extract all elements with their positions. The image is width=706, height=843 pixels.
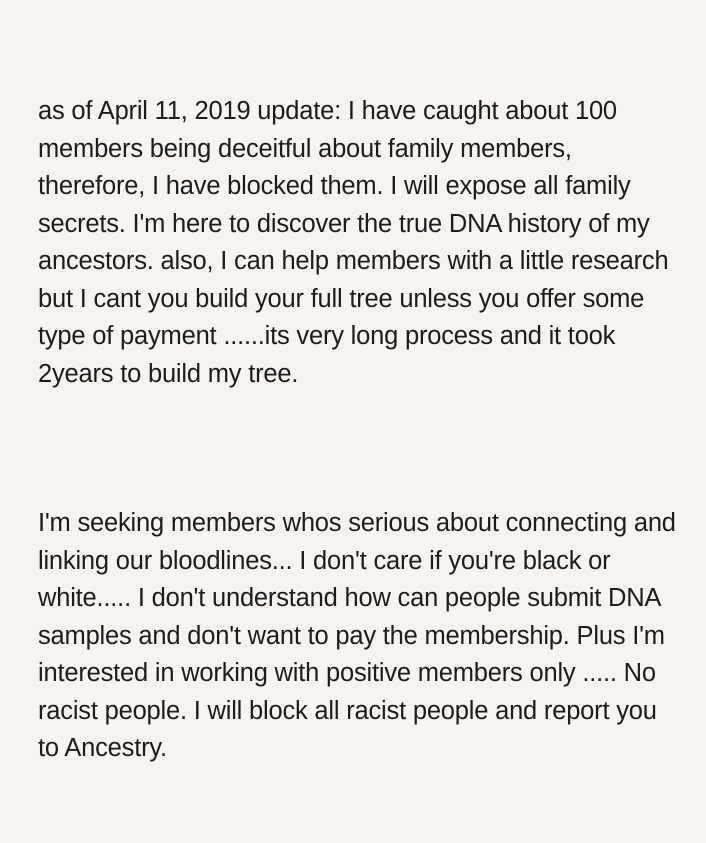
document-body [38,18,682,843]
paragraph-1: as of April 11, 2019 update: I have caught about 100 members being deceitful about family members, therefore, I have blocked them. I will expose all family secrets. I'm here to discover the true DNA history of my ancestors. also, I can help members with a little research but I cant you build your full tree unless you offer some type of payment ......its very long process and it took 2years to build my tree. [38,97,676,388]
paragraph-2: I'm seeking members whos serious about connecting and linking our bloodlines... I don't care if you're black or white..... I don't understand how can people submit DNA samples and don't want to pay the membership. Plus I'm interested in working with positive members only ..... No racist people. I will block all racist people and report you to Ancestry. [38,509,683,762]
